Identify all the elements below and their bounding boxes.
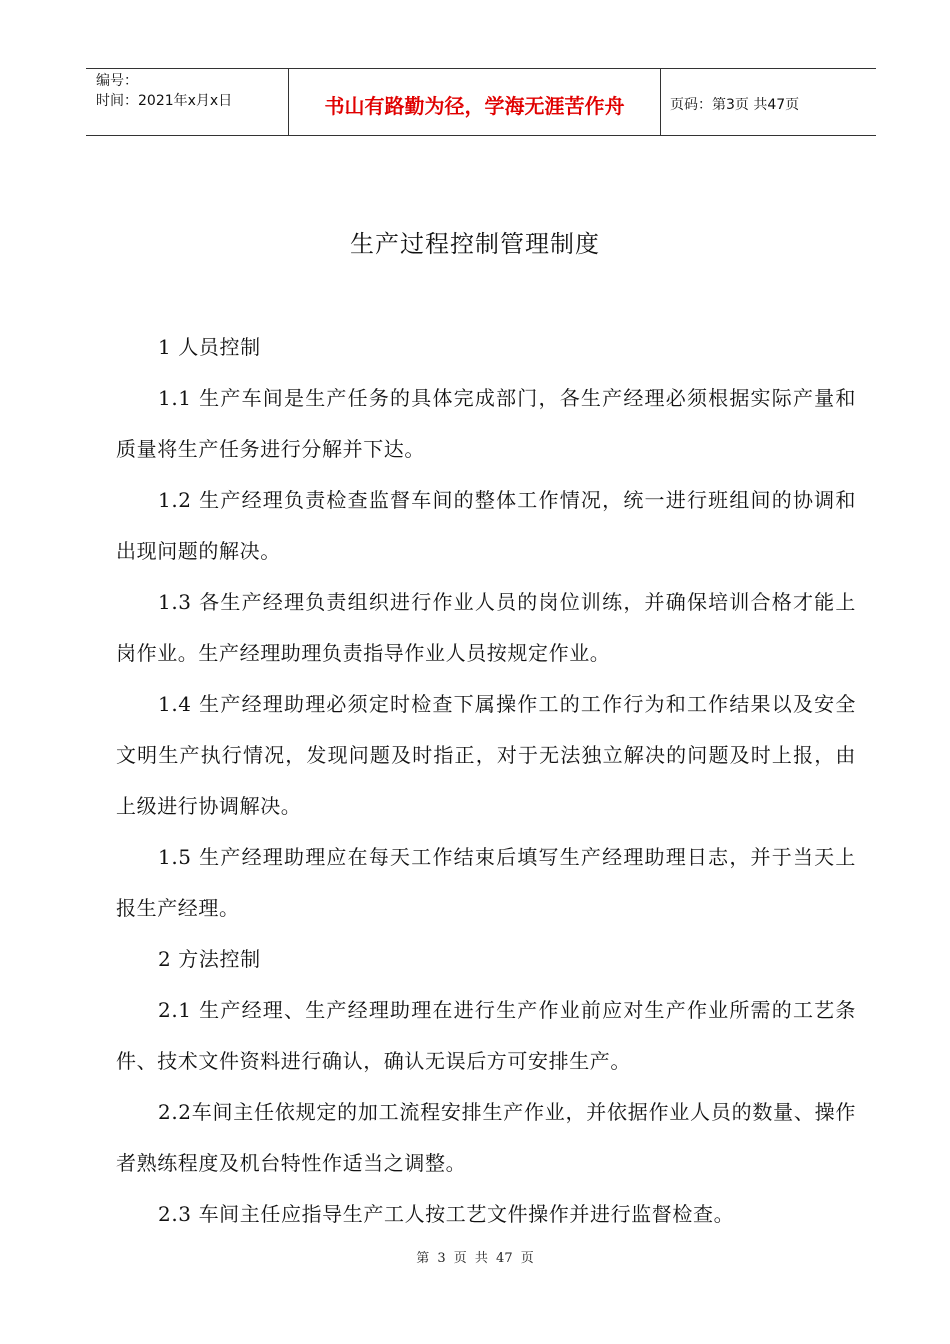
paragraph-1-5: 1.5 生产经理助理应在每天工作结束后填写生产经理助理日志，并于当天上报生产经理。	[116, 845, 856, 920]
paragraph-1-1: 1.1 生产车间是生产任务的具体完成部门，各生产经理必须根据实际产量和质量将生产任务进行分解并下达。	[116, 386, 856, 461]
header-motto: 书山有路勤为径，学海无涯苦作舟	[288, 69, 661, 135]
document-number-label: 编号：	[96, 73, 138, 89]
page-footer: 第 3 页 共 47 页	[416, 1251, 534, 1266]
document-date: 时间：2021年x月x日	[96, 93, 233, 109]
paragraph-1-2: 1.2 生产经理负责检查监督车间的整体工作情况，统一进行班组间的协调和出现问题的解决。	[116, 488, 856, 563]
paragraph-2-2: 2.2车间主任依规定的加工流程安排生产作业，并依据作业人员的数量、操作者熟练程度及机台特性作适当之调整。	[116, 1100, 856, 1175]
section-heading-2: 2 方法控制	[158, 947, 261, 971]
header-meta	[86, 69, 288, 135]
document-body	[116, 322, 856, 1240]
paragraph-2-3: 2.3 车间主任应指导生产工人按工艺文件操作并进行监督检查。	[158, 1202, 735, 1226]
paragraph-1-4: 1.4 生产经理助理必须定时检查下属操作工的工作行为和工作结果以及安全文明生产执行情况，发现问题及时指正，对于无法独立解决的问题及时上报，由上级进行协调解决。	[116, 692, 856, 818]
page-header	[86, 68, 876, 136]
document-title: 生产过程控制管理制度	[350, 230, 600, 258]
paragraph-1-3: 1.3 各生产经理负责组织进行作业人员的岗位训练，并确保培训合格才能上岗作业。生产经理助理负责指导作业人员按规定作业。	[116, 590, 856, 665]
paragraph-2-1: 2.1 生产经理、生产经理助理在进行生产作业前应对生产作业所需的工艺条件、技术文件资料进行确认，确认无误后方可安排生产。	[116, 998, 856, 1073]
section-heading-1: 1 人员控制	[158, 335, 261, 359]
header-page-info: 页码：第3页 共47页	[670, 97, 800, 113]
